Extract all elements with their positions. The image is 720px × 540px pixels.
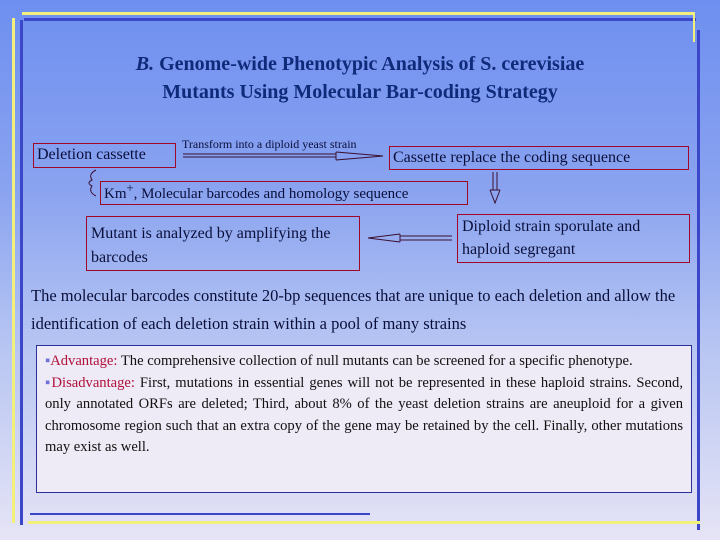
title-line1: Genome-wide Phenotypic Analysis of S. cerevisiae: [159, 53, 585, 75]
disadvantage-text: First, mutations in essential genes will not be represented in these haploid strains. Second, only annotated ORFs are deleted; Third, about 8% of the yeast deletion strains are aneuploid for a given chromosome region such that an extra copy of the gene may be retained by the cell. Finally, other mutations may exist as well.: [45, 374, 683, 456]
bullet-icon: ▪: [45, 353, 51, 369]
advantage-text: The comprehensive collection of null mutants can be screened for a specific phenotype.: [117, 353, 633, 369]
advantage-item: [45, 351, 683, 373]
diploid-strain-label: Diploid strain sporulate and haploid segregant: [462, 218, 641, 258]
km-rest: , Molecular barcodes and homology sequence: [133, 186, 409, 202]
bullet-icon: ▪: [45, 374, 52, 391]
barcode-paragraph: [31, 282, 703, 338]
deletion-cassette-label: Deletion cassette: [37, 146, 146, 163]
arrow-right-icon: [183, 152, 383, 160]
km-sup: +: [126, 181, 134, 195]
bracket-icon: [89, 170, 96, 196]
disadvantage-item: [45, 373, 683, 459]
arrow-down-icon: [490, 172, 500, 203]
mutant-analyzed-label: Mutant is analyzed by amplifying the barcodes: [91, 225, 331, 266]
km-text: Km: [104, 186, 127, 202]
arrow-left-icon: [368, 234, 452, 242]
advantage-label: Advantage:: [50, 353, 118, 369]
title-line2: Mutants Using Molecular Bar-coding Strategy: [162, 81, 558, 103]
barcode-paragraph-text: The molecular barcodes constitute 20-bp sequences that are unique to each deletion and allow the identification of each deletion strain within a pool of many strains: [31, 286, 676, 333]
advantages-box: [36, 345, 692, 493]
disadvantage-label: Disadvantage:: [51, 374, 135, 391]
title-prefix: B.: [135, 53, 155, 75]
transform-label: Transform into a diploid yeast strain: [182, 137, 357, 151]
cassette-replace-label: Cassette replace the coding sequence: [393, 149, 631, 166]
